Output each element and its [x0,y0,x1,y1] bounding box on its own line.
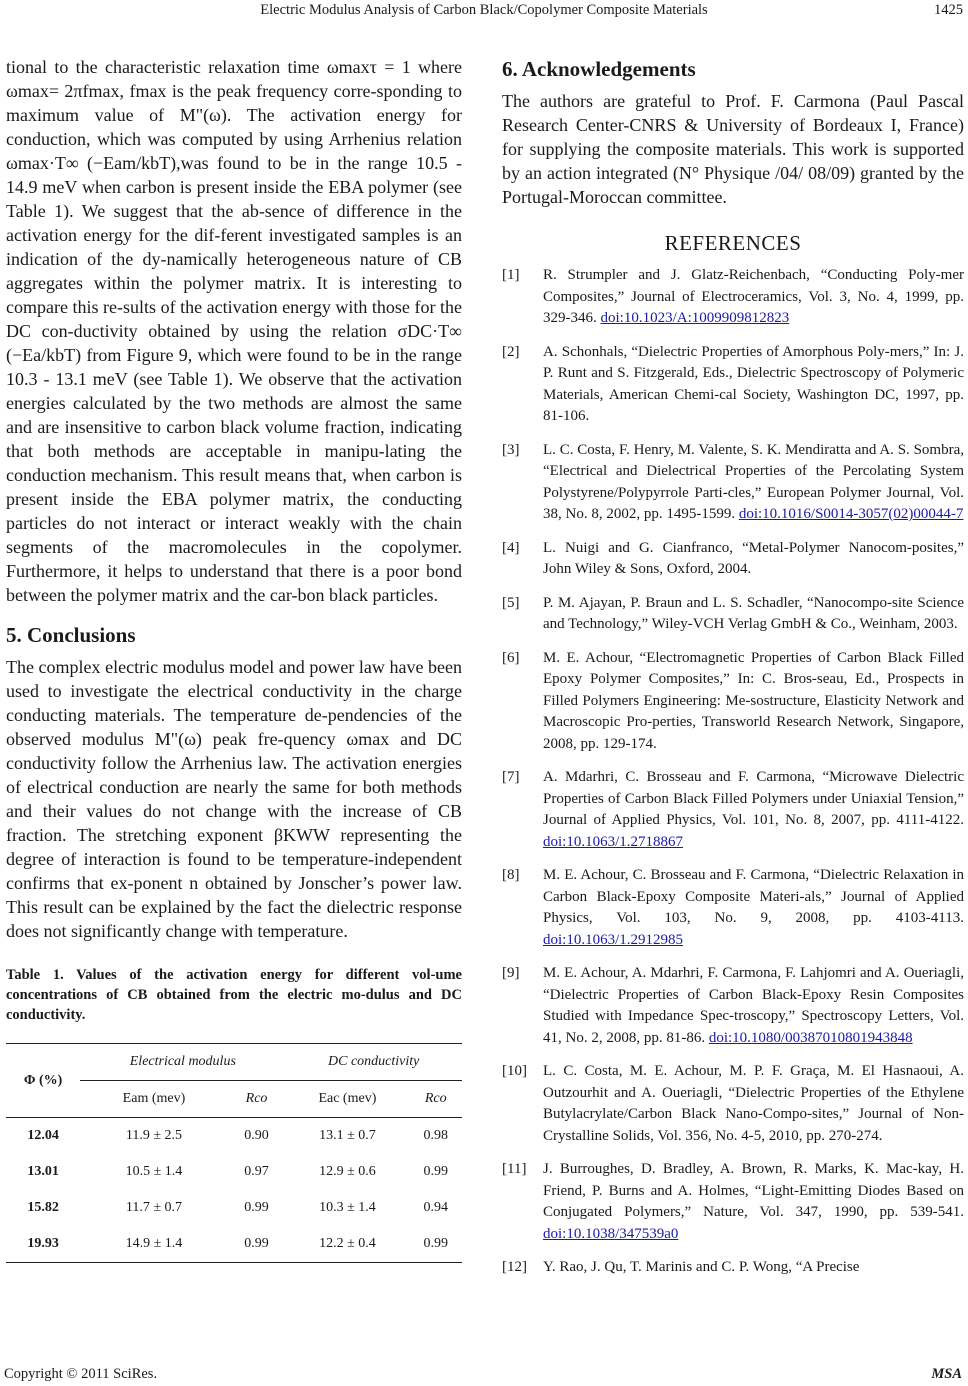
reference-number: [6] [502,649,520,666]
rco-cell: 0.97 [244,1164,269,1179]
rco-cell: 0.98 [409,1118,462,1155]
reference-number: [8] [502,867,520,883]
reference-item [502,342,964,428]
reference-text-block [543,1061,964,1147]
reference-text-block [543,767,964,853]
reference-text: L. C. Costa, M. E. Achour, M. P. F. Graça, M. El Hasnaoui, A. Outzourhit and A. Oueriagli, “Dielectric Properties of the Ethylene Butylacrylate/Carbon Black Nano-Compo-sites,” Journal of Non-Crystalline Solids, Vol. 356, No. 4-5, 2010, pp. 270-274. [543,1063,964,1144]
reference-item [502,265,964,330]
reference-item [502,538,964,581]
eam-cell: 10.5 ± 1.4 [125,1164,183,1179]
running-title: Electric Modulus Analysis of Carbon Black/Copolymer Composite Materials [260,2,708,18]
eam-cell: 14.9 ± 1.4 [80,1226,227,1263]
reference-text-block [543,648,964,756]
eac-cell: 12.2 ± 0.4 [285,1226,409,1263]
page-number: 1425 [934,2,963,18]
rco-header: Rco [409,1081,462,1118]
reference-text-block [543,865,964,951]
doi-link[interactable]: doi:10.1080/00387010801943848 [708,1029,913,1046]
table-row [6,1190,462,1226]
eam-cell: 11.9 ± 2.5 [80,1118,227,1155]
table-row [6,1118,462,1155]
doi-link[interactable]: doi:10.1023/A:1009909812823 [600,310,790,326]
eam-header: Eam (mev) [80,1081,227,1118]
table-row [6,1226,462,1263]
reference-item [502,1159,964,1245]
reference-text: L. C. Costa, F. Henry, M. Valente, S. K. Mendiratta and A. S. Sombra, “Electrical and Dielectrical Properties of the Percolating System Polystyrene/Polypyrrole Parti-cles,” European Polymer Journal, Vol. 38, No. 8, 2002, pp. 1495-1599. [543,441,964,522]
acknowledgements-heading: 6. Acknowledgements [502,57,696,81]
activation-energy-table [6,1043,462,1263]
reference-list [502,265,964,1279]
eac-cell: 10.3 ± 1.4 [319,1200,376,1215]
rco-cell: 0.94 [423,1200,448,1215]
reference-number: [4] [502,539,520,556]
reference-number: [2] [502,343,520,360]
rco-header: Rco [228,1081,286,1118]
rco-cell: 0.99 [409,1226,462,1263]
reference-text-block [543,342,964,428]
electrical-modulus-header: Electrical modulus [80,1044,285,1081]
table-row [6,1154,462,1190]
reference-text: L. Nuigi and G. Cianfranco, “Metal-Polymer Nanocom-posites,” John Wiley & Sons, Oxford, 2004. [543,539,964,577]
reference-item [502,963,964,1049]
dc-conductivity-header: DC conductivity [285,1044,462,1081]
rco-cell: 0.99 [228,1226,286,1263]
reference-item [502,1257,964,1279]
reference-item [502,440,964,526]
page-footer [4,1365,962,1385]
table-caption: Table 1. Values of the activation energy for different vol-ume concentrations of CB obtained from the electric mo-dulus and DC conductivity. [6,967,462,1023]
phi-header: Φ (%) [6,1044,80,1118]
reference-text-block [543,538,964,581]
rco-cell: 0.99 [423,1164,448,1179]
reference-number: [11] [502,1161,527,1177]
reference-number: [3] [502,441,520,458]
right-column [502,55,964,1279]
body-paragraph: tional to the characteristic relaxation time ωmaxτ = 1 where ωmax= 2πfmax, fmax is the peak frequency corre-sponding to maximum value of M"(ω). The activation energy for conduction, which was computed by using Arrhenius relation ωmax·T∞ (−Eam/kbT),was found to be in the range 10.5 - 14.9 meV when carbon is present inside the EBA polymer (see Table 1). We suggest that the ab-sence of difference in the activation energy for the dif-ferent investigated samples is an indication of the dy-namically heterogeneous nature of CB aggregates within the polymer matrix. It is interesting to compare this re-sults of the activation energy with those for the DC con-ductivity obtained by using the relation σDC·T∞ (−Ea/kbT) from Figure 9, which were found to be in the range 10.3 - 13.1 meV (see Table 1). We observe that the activation energies calculated by the two methods are almost the same and are insensitive to carbon black volume fraction, indicating that both methods are acceptable in manipu-lating the conduction mechanism. This result means that, when carbon is present inside the EBA polymer matrix, the conducting particles do not interact or interact weakly with the chain segments of the macromolecules in the copolymer. Furthermore, it helps to understand that there is a poor bond between the polymer matrix and the car-bon black particles. [6,57,462,605]
left-column [6,55,462,1263]
doi-link[interactable]: doi:10.1063/1.2718867 [543,833,684,850]
reference-text: A. Mdarhri, C. Brosseau and F. Carmona, “Microwave Dielectric Properties of Carbon Black Filled Polymers under Uniaxial Tension,” Journal of Applied Physics, Vol. 101, No. 8, 2007, pp. 4111-4122. [543,769,964,828]
reference-number: [10] [502,1063,527,1079]
page-header [0,0,968,22]
reference-number: [5] [502,594,520,611]
reference-item [502,767,964,853]
reference-text-block [543,593,964,636]
eac-cell: 12.9 ± 0.6 [319,1164,376,1179]
phi-cell: 15.82 [27,1200,59,1215]
reference-text: R. Strumpler and J. Glatz-Reichenbach, “Conducting Poly-mer Composites,” Journal of Electroceramics, Vol. 3, No. 4, 1999, pp. 329-346. [543,267,964,326]
reference-text: A. Schonhals, “Dielectric Properties of Amorphous Poly-mers,” In: J. P. Runt and S. Fitzgerald, Eds., Dielectric Spectroscopy of Polymeric Materials, American Chemi-cal Society, Washington DC, 1997, pp. 81-106. [543,343,964,424]
references-heading: REFERENCES [664,231,802,255]
conclusions-paragraph: The complex electric modulus model and power law have been used to investigate the electrical conductivity in the charge conducting materials. The temperature de-pendencies of the observed modulus M"(ω) peak fre-quency ωmax and DC conductivity follow the Arrhenius law. The activation energies of electrical conduction are nearly the same for both methods and their values do not change with the increase of CB fraction. The stretching exponent βKWW representing the degree of interaction is found to be temperature-independent confirms that ex-ponent n obtained by Jonscher’s power law. This result can be explained by the fact the dielectric response does not significantly change with temperature. [6,657,462,941]
reference-text: M. E. Achour, A. Mdarhri, F. Carmona, F. Lahjomri and A. Oueriagli, “Dielectric Properties of Carbon Black-Epoxy Resin Composites Studied with Impedance Spec-troscopy,” Spectroscopy Letters, Vol. 41, No. 2, 2008, pp. 81-86. [543,965,964,1046]
doi-link[interactable]: doi:10.1038/347539a0 [543,1225,679,1242]
reference-text-block [543,1257,964,1279]
reference-text: Y. Rao, J. Qu, T. Marinis and C. P. Wong, “A Precise [543,1259,860,1275]
eac-cell: 13.1 ± 0.7 [285,1118,409,1155]
reference-item [502,593,964,636]
reference-number: [1] [502,267,520,283]
rco-cell: 0.99 [244,1200,269,1215]
reference-number: [12] [502,1259,527,1275]
phi-cell: 13.01 [27,1164,59,1179]
reference-number: [9] [502,965,520,981]
eac-header: Eac (mev) [285,1081,409,1118]
eam-cell: 11.7 ± 0.7 [125,1200,183,1215]
reference-text-block [543,265,964,330]
rco-cell: 0.90 [228,1118,286,1155]
acknowledgements-paragraph: The authors are grateful to Prof. F. Carmona (Paul Pascal Research Center-CNRS & University of Bordeaux I, France) for supplying the composite materials. This work is supported by an action integrated (N° Physique /04/ 08/09) granted by the Portugal-Moroccan committee. [502,91,964,207]
reference-text-block [543,963,964,1049]
doi-link[interactable]: doi:10.1063/1.2912985 [543,931,684,948]
reference-text: P. M. Ajayan, P. Braun and L. S. Schadler, “Nanocompo-site Science and Technology,” Wiley-VCH Verlag GmbH & Co., Weinham, 2003. [543,594,964,632]
reference-item [502,648,964,756]
conclusions-heading: 5. Conclusions [6,623,136,647]
reference-text: J. Burroughes, D. Bradley, A. Brown, R. Marks, K. Mac-kay, H. Friend, P. Burns and A. Holmes, “Light-Emitting Diodes Based on Conjugated Polymers,” Nature, Vol. 347, 1990, pp. 539-541. [543,1161,964,1220]
reference-text-block [543,1159,964,1245]
reference-text: M. E. Achour, “Electromagnetic Properties of Carbon Black Filled Epoxy Polymer Composites,” In: C. Bros-seau, Ed., Prospects in Filled Polymers Engineering: Me-sostructure, Elasticity Network and Macroscopic Pro-perties, Transworld Research Network, Singapore, 2008, pp. 129-174. [543,649,964,752]
journal-abbreviation: MSA [931,1366,962,1382]
reference-number: [7] [502,769,520,785]
reference-text-block [543,440,964,526]
doi-link[interactable]: doi:10.1016/S0014-3057(02)00044-7 [738,506,964,522]
phi-cell: 12.04 [6,1118,80,1155]
reference-item [502,1061,964,1147]
reference-text: M. E. Achour, C. Brosseau and F. Carmona, “Dielectric Relaxation in Carbon Black-Epoxy Composite Materi-als,” Journal of Applied Physics, Vol. 103, No. 9, 2008, pp. 4103-4113. [543,867,964,926]
phi-cell: 19.93 [6,1226,80,1263]
copyright-notice: Copyright © 2011 SciRes. [4,1366,158,1382]
reference-item [502,865,964,951]
